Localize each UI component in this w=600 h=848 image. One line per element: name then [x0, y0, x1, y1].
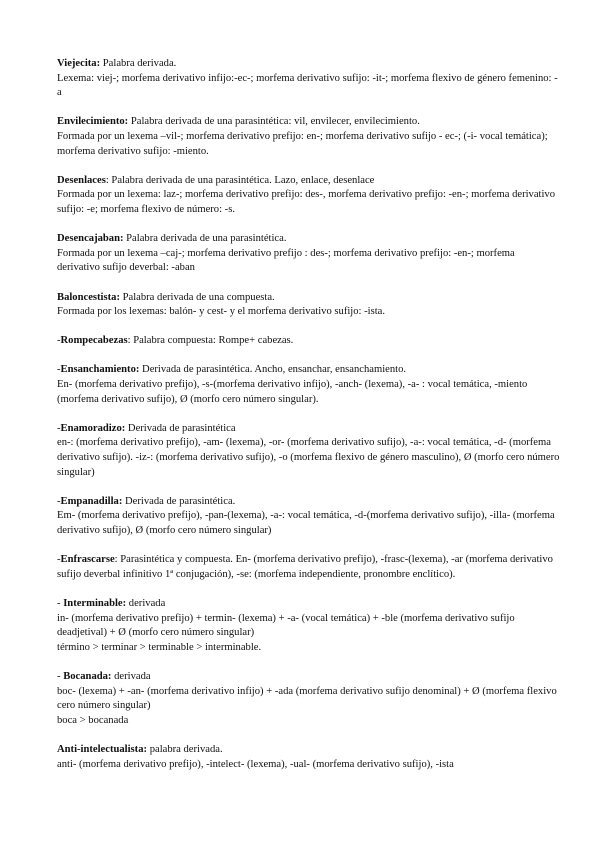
entry-line	[57, 72, 560, 101]
entry-line	[57, 378, 560, 407]
entry-line	[57, 305, 560, 320]
entry-heading-line	[57, 670, 560, 685]
entry-text: término > terminar > terminable > interminable.	[57, 641, 262, 653]
entry-heading-line	[57, 291, 560, 306]
entry-term: Ensanchamiento:	[60, 364, 140, 376]
entry-text: Derivada de parasintética	[125, 422, 236, 434]
entry	[57, 115, 560, 159]
entry	[57, 670, 560, 728]
entry-prefix: -	[57, 670, 64, 682]
entry-text: Derivada de parasintética.	[122, 495, 236, 507]
entry-term: Anti-intelectualista:	[57, 743, 148, 755]
entry-text: Derivada de parasintética. Ancho, ensanchar, ensanchamiento.	[139, 364, 407, 376]
entry-line	[57, 188, 560, 217]
entry-heading-line	[57, 743, 560, 758]
entry-line	[57, 685, 560, 714]
entry-term: Rompecabezas	[60, 335, 128, 347]
entry-text: Formada por los lexemas: balón- y cest- y el morfema derivativo sufijo: -ista.	[57, 306, 386, 318]
entry-text: : Parasintética y compuesta. En- (morfema derivativo prefijo), -frasc-(lexema), -ar (morfema derivativo sufijo deverbal infinitivo 1ª conjugación), -se: (morfema independiente, pronombre enclítico).	[57, 554, 553, 580]
entry-text: anti- (morfema derivativo prefijo), -intelect- (lexema), -ual- (morfema derivativo sufijo), -ista	[57, 758, 454, 770]
entry-text: Em- (morfema derivativo prefijo), -pan-(lexema), -a-: vocal temática, -d-(morfema derivativo sufijo), -illa- (morfema derivativo sufijo), Ø (morfo cero número singular)	[57, 510, 555, 536]
entry-text: Palabra derivada de una parasintética.	[123, 233, 287, 245]
entry-heading-line	[57, 174, 560, 189]
entry-text: en-: (morfema derivativo prefijo), -am- (lexema), -or- (morfema derivativo sufijo), -a-: vocal temática, -d- (morfema derivativo sufijo). -iz-: (morfema derivativo sufijo), -o (morfema flexivo de género masculino), Ø (morfo cero número singular)	[57, 437, 560, 478]
entry-line	[57, 436, 560, 480]
entry-text: boca > bocanada	[57, 714, 129, 726]
entry-prefix: -	[57, 495, 61, 507]
entry-text: palabra derivada.	[147, 743, 223, 755]
entry-line	[57, 509, 560, 538]
entry	[57, 334, 560, 349]
entry-heading-line	[57, 363, 560, 378]
entry-text: Palabra derivada.	[100, 58, 177, 69]
entry-text: : Palabra compuesta: Rompe+ cabezas.	[127, 335, 294, 347]
entry-text: boc- (lexema) + -an- (morfema derivativo infijo) + -ada (morfema derivativo sufijo denominal) + Ø (morfema flexivo cero número singular)	[57, 685, 557, 712]
entry	[57, 422, 560, 480]
entry-heading-line	[57, 597, 560, 612]
entry	[57, 57, 560, 101]
entry-term: Desencajaban:	[57, 233, 124, 245]
entry-term: Desenlaces	[57, 174, 106, 186]
entry	[57, 553, 560, 582]
entry-prefix: -	[57, 597, 64, 609]
entry	[57, 174, 560, 218]
entry-text: En- (morfema derivativo prefijo), -s-(morfema derivativo infijo), -anch- (lexema), -a- : vocal temática, -miento (morfema derivativo sufijo), Ø (morfo cero número singular).	[57, 379, 528, 405]
entry-heading-line	[57, 422, 560, 437]
entry	[57, 495, 560, 539]
entry-line	[57, 641, 560, 656]
entry-term: Empanadilla:	[60, 495, 123, 507]
entry-line	[57, 612, 560, 641]
entry-text: derivada	[111, 670, 151, 682]
entry-text: Formada por un lexema: laz-; morfema derivativo prefijo: des-, morfema derivativo prefijo: -en-; morfema derivativo sufijo: -e; morfema flexivo de número: -s.	[57, 189, 556, 215]
entry-prefix: -	[57, 554, 61, 566]
entry-text: in- (morfema derivativo prefijo) + termin- (lexema) + -a- (vocal temática) + -ble (morfema derivativo sufijo deadjetival) + Ø (morfo cero número singular)	[57, 612, 515, 639]
entry-text: Formada por un lexema –caj-; morfema derivativo prefijo : des-; morfema derivativo prefijo: -en-; morfema derivativo sufijo deverbal: -aban	[57, 247, 515, 274]
entry-heading-line	[57, 553, 560, 582]
entry-heading-line	[57, 495, 560, 510]
entry-text: : Palabra derivada de una parasintética. Lazo, enlace, desenlace	[105, 174, 375, 186]
entry-term: Envilecimiento:	[57, 116, 129, 128]
entry	[57, 291, 560, 320]
entry-line	[57, 714, 560, 729]
entry-text: Formada por un lexema –vil-; morfema derivativo prefijo: en-; morfema derivativo sufijo - ec-; (-i- vocal temática); morfema derivativo sufijo: -miento.	[57, 130, 548, 157]
entry-term: Enfrascarse	[60, 554, 115, 566]
entry	[57, 363, 560, 407]
entry-line	[57, 247, 560, 276]
entry-term: Bocanada:	[63, 670, 112, 682]
entry-text: derivada	[126, 597, 166, 609]
entry-term: Enamoradizo:	[60, 422, 126, 434]
entry-heading-line	[57, 334, 560, 349]
entry-heading-line	[57, 232, 560, 247]
entry	[57, 743, 560, 772]
entry-line	[57, 758, 560, 773]
entry	[57, 232, 560, 276]
entry-prefix: -	[57, 335, 61, 347]
entry-prefix: -	[57, 364, 61, 376]
entry-term: Interminable:	[63, 597, 127, 609]
entry-text: Palabra derivada de una parasintética: vil, envilecer, envilecimiento.	[128, 116, 420, 128]
entry-term: Viejecita:	[57, 58, 101, 69]
entry-prefix: -	[57, 422, 61, 434]
entry	[57, 597, 560, 655]
entry-line	[57, 130, 560, 159]
entry-text: Palabra derivada de una compuesta.	[119, 291, 275, 303]
entry-text: Lexema: viej-; morfema derivativo infijo:-ec-; morfema derivativo sufijo: -it-; morfema flexivo de género femenino: -a	[57, 72, 558, 99]
entry-term: Baloncestista:	[57, 291, 120, 303]
entry-heading-line	[57, 57, 560, 72]
entry-heading-line	[57, 115, 560, 130]
